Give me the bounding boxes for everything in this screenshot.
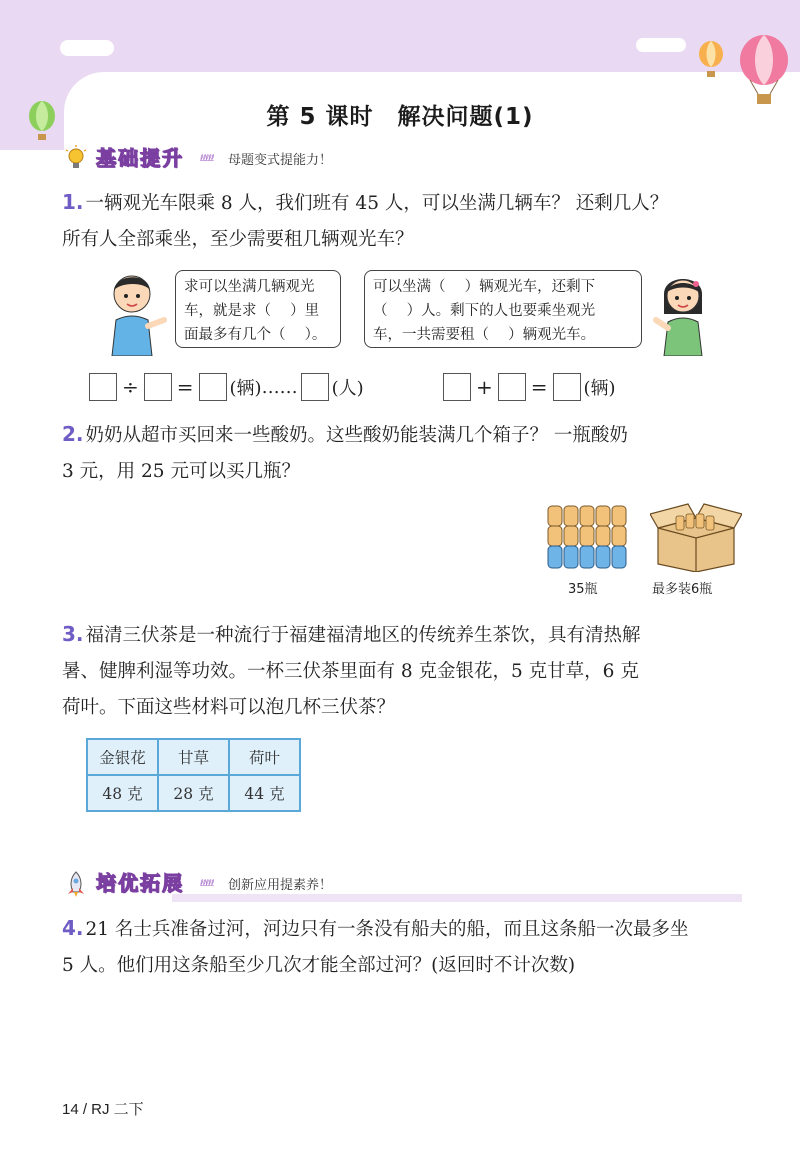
remainder-dots: …… bbox=[261, 376, 298, 398]
girl-illustration bbox=[650, 270, 716, 356]
question-4 bbox=[62, 910, 752, 984]
answer-box[interactable] bbox=[144, 373, 172, 401]
yogurt-bottles-illustration bbox=[544, 500, 634, 572]
equation-addition bbox=[440, 372, 616, 402]
section-slogan: 创新应用提素养！ bbox=[228, 878, 333, 893]
table-cell: 44 克 bbox=[229, 775, 300, 811]
wave-decoration: ℓℓℓℓℓ bbox=[200, 154, 214, 164]
boy-illustration bbox=[104, 270, 170, 356]
rocket-icon bbox=[62, 870, 90, 898]
question-number: 4. bbox=[62, 916, 84, 940]
divide-sign: ÷ bbox=[122, 375, 139, 399]
box-illustration bbox=[650, 498, 742, 572]
question-number: 2. bbox=[62, 422, 84, 446]
bubble-text: （ ）人。剩下的人也要乘坐观光 bbox=[373, 303, 596, 319]
cloud-decoration bbox=[60, 40, 114, 56]
table-header-row bbox=[87, 739, 300, 775]
question-text: 21 名士兵准备过河，河边只有一条没有船夫的船，而且这条船一次最多坐 bbox=[85, 919, 689, 940]
question-text: 暑、健脾利湿等功效。一杯三伏茶里面有 8 克金银花，5 克甘草，6 克 bbox=[62, 661, 639, 682]
header-curve bbox=[64, 72, 800, 192]
equals-sign: = bbox=[176, 375, 194, 399]
question-2 bbox=[62, 416, 752, 490]
unit-label: (辆) bbox=[583, 378, 616, 399]
cloud-decoration bbox=[636, 38, 686, 52]
table-row bbox=[87, 775, 300, 811]
bubble-text: 车，一共需要租（ ）辆观光车。 bbox=[373, 327, 596, 343]
equation-division bbox=[86, 372, 364, 402]
lightbulb-icon bbox=[62, 145, 90, 173]
balloon-icon bbox=[736, 34, 792, 108]
question-text: 奶奶从超市买回来一些酸奶。这些酸奶能装满几个箱子？ 一瓶酸奶 bbox=[85, 425, 628, 446]
table-header-cell: 甘草 bbox=[158, 739, 229, 775]
speech-bubble-right bbox=[364, 270, 642, 348]
question-text: 福清三伏茶是一种流行于福建福清地区的传统养生茶饮，具有清热解 bbox=[85, 625, 641, 646]
table-header-cell: 金银花 bbox=[87, 739, 158, 775]
materials-table bbox=[86, 738, 301, 812]
bubble-text: 面最多有几个（ ）。 bbox=[184, 327, 327, 343]
question-text: 一辆观光车限乘 8 人，我们班有 45 人，可以坐满几辆车？ 还剩几人？ bbox=[85, 193, 669, 214]
section-header-basic bbox=[62, 145, 742, 173]
table-cell: 28 克 bbox=[158, 775, 229, 811]
answer-box[interactable] bbox=[498, 373, 526, 401]
question-number: 3. bbox=[62, 622, 84, 646]
answer-box[interactable] bbox=[553, 373, 581, 401]
plus-sign: + bbox=[476, 375, 493, 399]
question-number: 1. bbox=[62, 190, 84, 214]
table-header-cell: 荷叶 bbox=[229, 739, 300, 775]
bubble-text: 求可以坐满几辆观光 bbox=[184, 279, 315, 295]
equals-sign: = bbox=[530, 375, 548, 399]
section-header-advanced bbox=[62, 870, 742, 898]
caption-box: 最多装6瓶 bbox=[652, 582, 713, 597]
question-text: 5 人。他们用这条船至少几次才能全部过河？(返回时不计次数) bbox=[62, 955, 576, 976]
page-title: 第 5 课时 解决问题(1) bbox=[266, 104, 534, 130]
wave-decoration: ℓℓℓℓℓ bbox=[200, 879, 214, 889]
answer-box[interactable] bbox=[301, 373, 329, 401]
question-text: 荷叶。下面这些材料可以泡几杯三伏茶？ bbox=[62, 697, 396, 718]
table-cell: 48 克 bbox=[87, 775, 158, 811]
bubble-text: 车，就是求（ ）里 bbox=[184, 303, 320, 319]
unit-label: (人) bbox=[331, 378, 364, 399]
bubble-text: 可以坐满（ ）辆观光车，还剩下 bbox=[373, 279, 596, 295]
question-text: 所有人全部乘坐，至少需要租几辆观光车？ bbox=[62, 229, 414, 250]
caption-bottles: 35瓶 bbox=[568, 582, 598, 597]
unit-label: (辆) bbox=[229, 378, 262, 399]
page-footer: 14 / RJ 二下 bbox=[62, 1101, 144, 1118]
section-tag: 培优拓展 bbox=[96, 871, 184, 895]
speech-bubble-left bbox=[175, 270, 341, 348]
section-slogan: 母题变式提能力！ bbox=[228, 153, 333, 168]
section-tag: 基础提升 bbox=[96, 146, 184, 170]
answer-box[interactable] bbox=[443, 373, 471, 401]
question-1 bbox=[62, 184, 752, 258]
balloon-icon bbox=[696, 40, 726, 80]
section-bar bbox=[172, 894, 742, 902]
question-text: 3 元，用 25 元可以买几瓶？ bbox=[62, 461, 300, 482]
question-3 bbox=[62, 616, 752, 726]
answer-box[interactable] bbox=[199, 373, 227, 401]
answer-box[interactable] bbox=[89, 373, 117, 401]
